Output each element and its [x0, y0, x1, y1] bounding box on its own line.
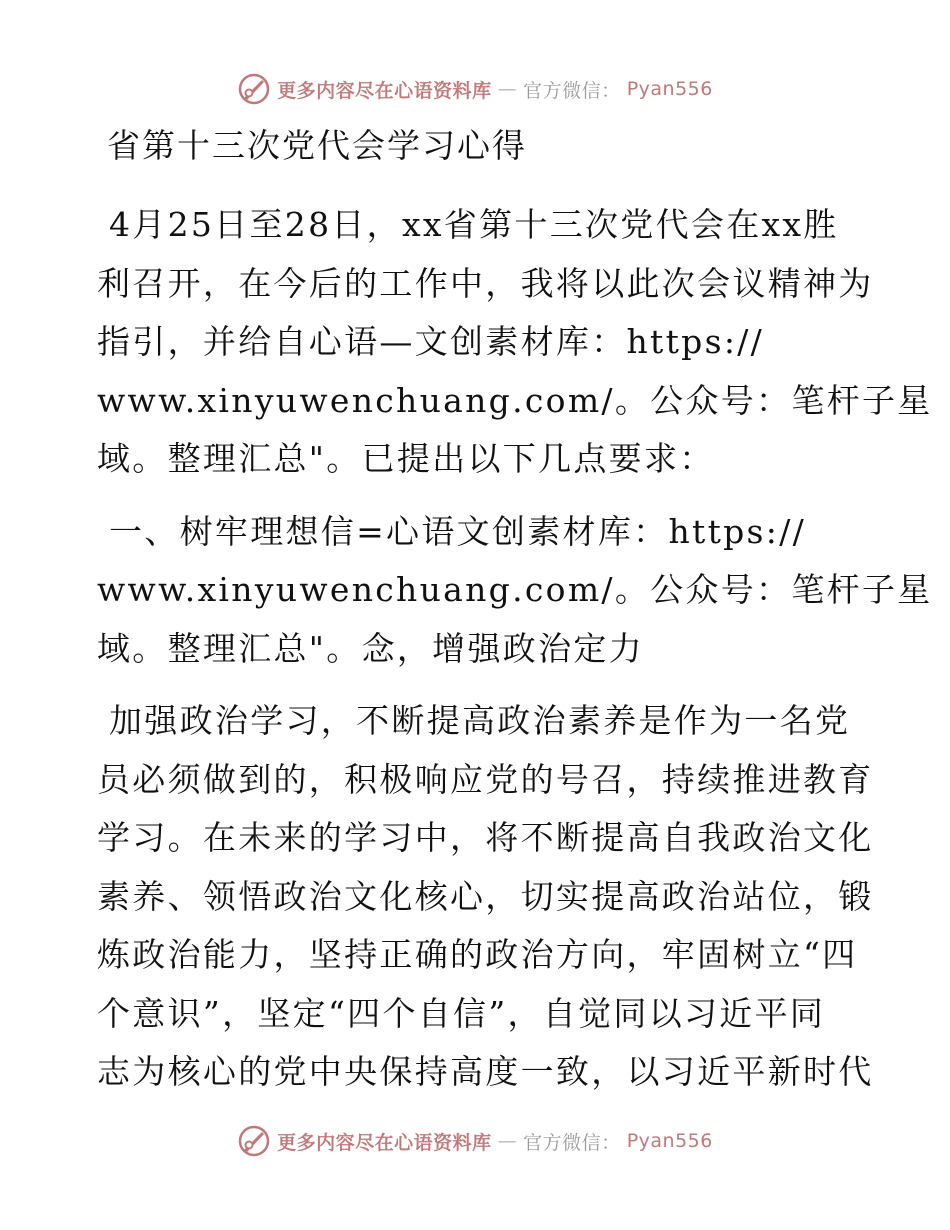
paragraph-line: 学习。在未来的学习中，将不断提高自我政治文化	[97, 818, 874, 857]
paragraph-line: 域。整理汇总"。念，增强政治定力	[97, 628, 644, 668]
paragraph-3	[97, 692, 874, 1102]
paragraph-line: 利召开，在今后的工作中，我将以此次会议精神为	[97, 263, 874, 303]
paragraph-line: 指引，并给自心语—文创素材库：https://	[97, 322, 765, 361]
paragraph-line: 加强政治学习，不断提高政治素养是作为一名党	[109, 701, 851, 740]
paragraph-line: 一、树牢理想信=心语文创素材库：https://	[109, 511, 807, 551]
quill-logo-icon	[237, 72, 271, 106]
paragraph-1	[97, 196, 933, 489]
watermark-header	[0, 72, 950, 106]
watermark-sub-text: 官方微信：	[523, 79, 621, 102]
watermark-sub-text: 官方微信：	[523, 1131, 621, 1154]
document-title: 省第十三次党代会学习心得	[107, 126, 527, 165]
watermark-main-text: 更多内容尽在心语资料库	[277, 1131, 492, 1154]
paragraph-line: 素养、领悟政治文化核心，切实提高政治站位，锻	[97, 876, 874, 916]
watermark-dash: —	[497, 1130, 518, 1152]
watermark-dash: —	[497, 78, 518, 100]
quill-logo-icon	[237, 1124, 271, 1158]
watermark-wechat-id: Pyan556	[626, 78, 713, 100]
watermark-main-text: 更多内容尽在心语资料库	[277, 79, 492, 102]
watermark-footer	[0, 1124, 950, 1158]
paragraph-line: 员必须做到的，积极响应党的号召，持续推进教育	[97, 759, 874, 799]
paragraph-2	[97, 503, 933, 679]
document-body	[97, 120, 933, 1116]
paragraph-line: www.xinyuwenchuang.com/。公众号：笔杆子星	[97, 380, 933, 420]
paragraph-line: 炼政治能力，坚持正确的政治方向，牢固树立“四	[97, 935, 858, 974]
paragraph-line: 4月25日至28日，xx省第十三次党代会在xx胜	[109, 205, 839, 244]
paragraph-line: www.xinyuwenchuang.com/。公众号：笔杆子星	[97, 570, 933, 609]
paragraph-line: 域。整理汇总"。已提出以下几点要求：	[97, 439, 715, 478]
watermark-wechat-id: Pyan556	[626, 1130, 713, 1152]
paragraph-line: 志为核心的党中央保持高度一致，以习近平新时代	[97, 1052, 874, 1091]
paragraph-line: 个意识”，坚定“四个自信”，自觉同以习近平同	[97, 993, 826, 1033]
